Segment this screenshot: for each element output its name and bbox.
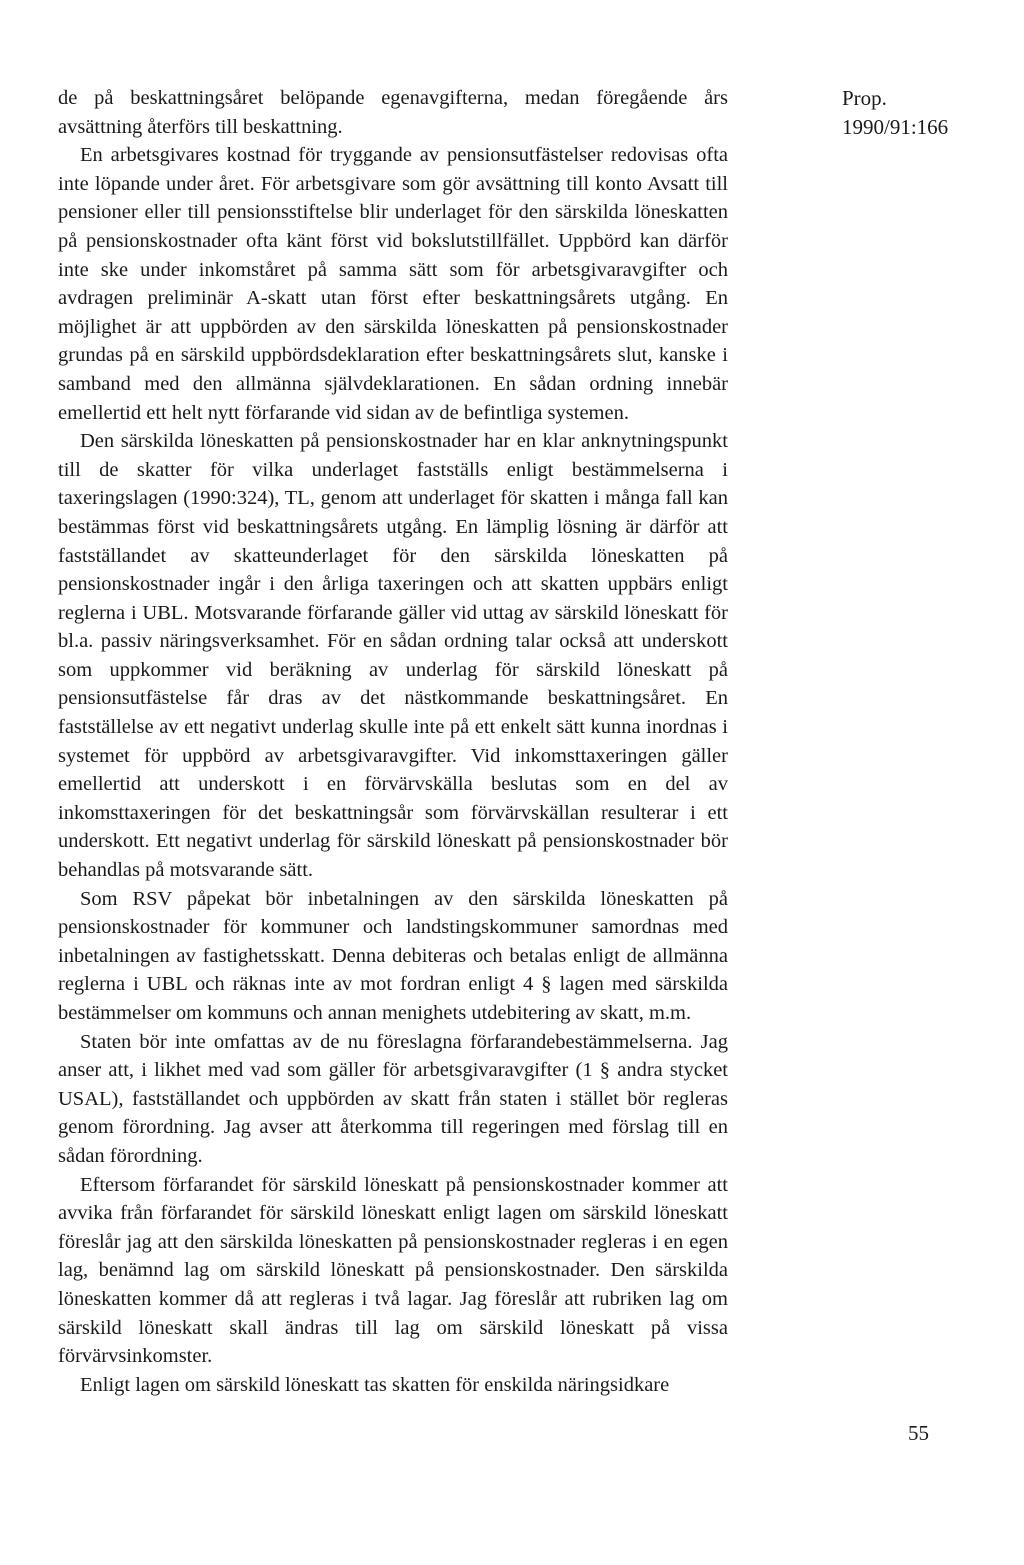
paragraph-last: Enligt lagen om särskild löneskatt tas skatten för enskilda näringsidkare xyxy=(80,1373,670,1396)
proposition-label: Prop. xyxy=(842,86,887,110)
paragraph-continuation: de på beskattningsåret belöpande egenavgifterna, medan föregående års avsättning återförs till beskattning. xyxy=(58,87,728,138)
proposition-reference xyxy=(842,84,1012,142)
paragraph: Som RSV påpekat bör inbetalningen av den särskilda löneskatten på pensionskostnader för kommuner och landstingskommuner samordnas med inbetalningen av fastighetsskatt. Denna debiteras och betalas enligt de allmänna reglerna i UBL och räknas inte av mot fordran enligt 4 § lagen med särskilda bestämmelser om kommuns och annan menighets utdebitering av skatt, m.m. xyxy=(58,887,728,1024)
paragraph: Staten bör inte omfattas av de nu föreslagna förfarandebestämmelserna. Jag anser att, i likhet med vad som gäller för arbetsgivaravgifter (1 § andra stycket USAL), fastställandet och uppbörden av skatt från staten i stället bör regleras genom förordning. Jag avser att återkomma till regeringen med förslag till en sådan förordning. xyxy=(58,1030,728,1167)
proposition-number: 1990/91:166 xyxy=(842,115,949,139)
paragraph: Eftersom förfarandet för särskild löneskatt på pensionskostnader kommer att avvika från förfarandet för särskild löneskatt enligt lagen om särskild löneskatt föreslår jag att den särskilda löneskatten på pensionskostnader regleras i en egen lag, benämnd lag om särskild löneskatt på pensionskostnader. Den särskilda löneskatten kommer då att regleras i två lagar. Jag föreslår att rubriken lag om särskild löneskatt skall ändras till lag om särskild löneskatt på vissa förvärvsinkomster. xyxy=(58,1173,728,1368)
paragraph: En arbetsgivares kostnad för tryggande av pensionsutfästelser redovisas ofta inte löpande under året. För arbetsgivare som gör avsättning till konto Avsatt till pensioner eller till pensionsstiftelse blir underlaget för den särskilda löneskatten på pensionskostnader ofta känt först vid bokslutstillfället. Uppbörd kan därför inte ske under inkomståret på samma sätt som för arbetsgivaravgifter och avdragen preliminär A-skatt utan först efter beskattningsårets utgång. En möjlighet är att uppbörden av den särskilda löneskatten på pensionskostnader grundas på en särskild uppbördsdeklaration efter beskattningsårets slut, kanske i samband med den allmänna självdeklarationen. En sådan ordning innebär emellertid ett helt nytt förfarande vid sidan av de befintliga systemen. xyxy=(58,144,728,424)
page-number: 55 xyxy=(908,1421,929,1445)
body-text xyxy=(58,84,728,1399)
paragraph: Den särskilda löneskatten på pensionskostnader har en klar anknytningspunkt till de skatter för vilka underlaget fastställs enligt bestämmelserna i taxeringslagen (1990:324), TL, genom att underlaget för skatten i många fall kan bestämmas först vid beskattningsårets utgång. En lämplig lösning är därför att fastställandet av skatteunderlaget för den särskilda löneskatten på pensionskostnader ingår i den årliga taxeringen och att skatten uppbärs enligt reglerna i UBL. Motsvarande förfarande gäller vid uttag av särskild löneskatt för bl.a. passiv näringsverksamhet. För en sådan ordning talar också att underskott som uppkommer vid beräkning av underlag för särskild löneskatt på pensionsutfästelse får dras av det nästkommande beskattningsåret. En fastställelse av ett negativt underlag skulle inte på ett enkelt sätt kunna inordnas i systemet för uppbörd av arbetsgivaravgifter. Vid inkomsttaxeringen gäller emellertid att underskott i en förvärvskälla beslutas som en del av inkomsttaxeringen för det beskattningsår som förvärvskällan resulterar i ett underskott. Ett negativt underlag för särskild löneskatt på pensionskostnader bör behandlas på motsvarande sätt. xyxy=(58,430,728,882)
